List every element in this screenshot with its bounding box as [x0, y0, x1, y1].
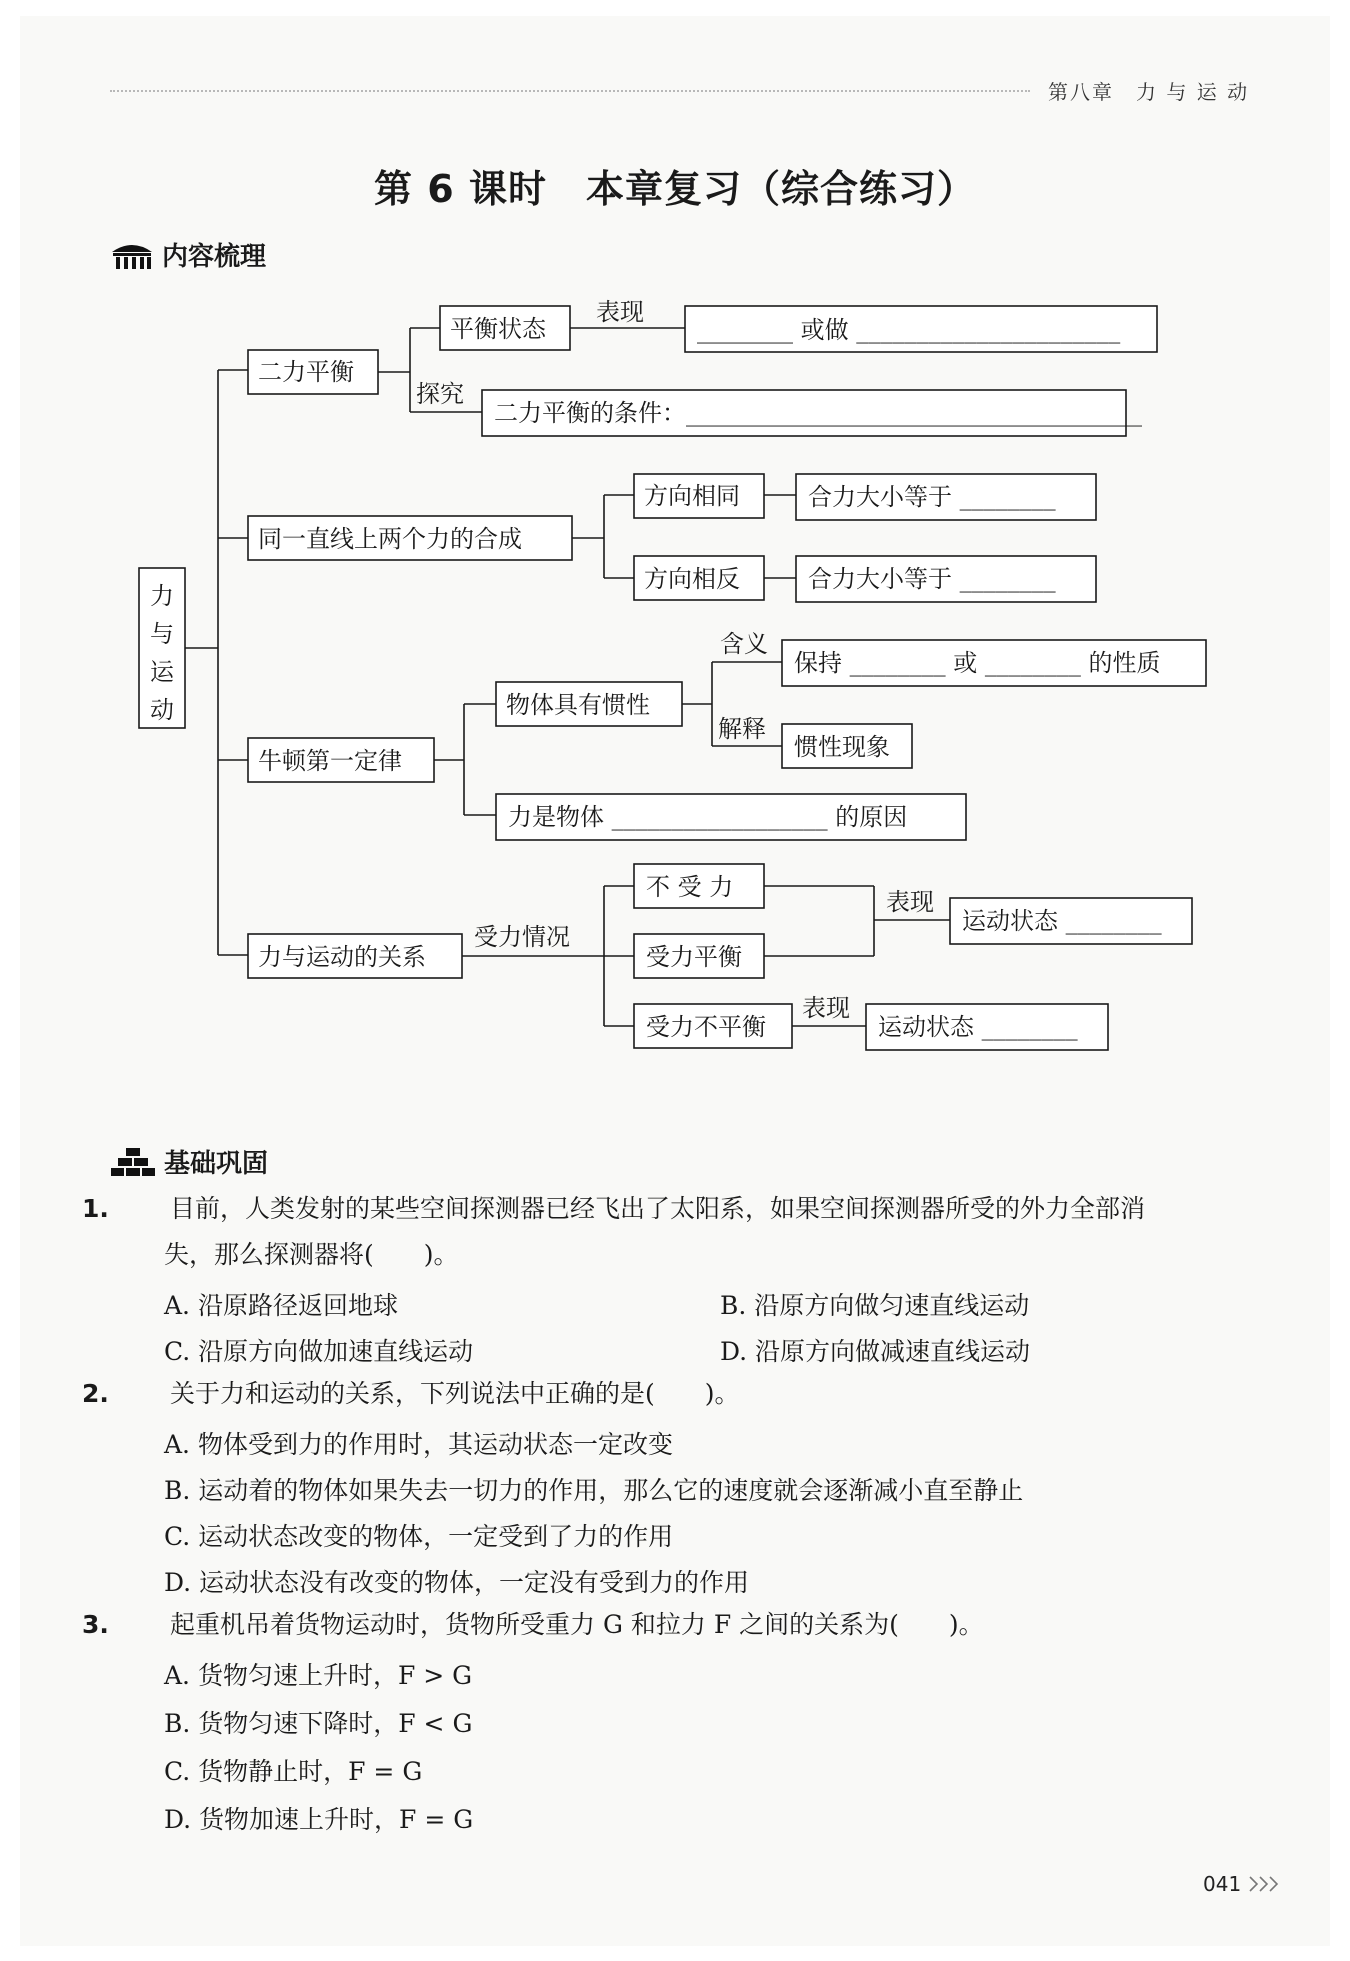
- question-number: 3.: [82, 1610, 109, 1639]
- question-number: 1.: [82, 1194, 109, 1223]
- option-2a[interactable]: A. 物体受到力的作用时，其运动状态一定改变: [164, 1430, 673, 1459]
- option-2b[interactable]: B. 运动着的物体如果失去一切力的作用，那么它的速度就会逐渐减小直至静止: [164, 1476, 1024, 1505]
- question-3: [82, 1602, 1240, 1648]
- node-inertia: 物体具有惯性: [506, 691, 650, 719]
- svg-text:运: 运: [150, 658, 174, 686]
- section-basics: [110, 1143, 268, 1180]
- chevrons-right-icon: [1248, 1874, 1282, 1894]
- node-balanced-force: 受力平衡: [646, 943, 742, 971]
- option-3a[interactable]: A. 货物匀速上升时，F > G: [164, 1661, 473, 1690]
- edge-label-explore: 探究: [416, 380, 464, 408]
- question-stem: 起重机吊着货物运动时，货物所受重力 G 和拉力 F 之间的关系为( )。: [170, 1610, 984, 1639]
- question-number: 2.: [82, 1379, 109, 1408]
- option-3c[interactable]: C. 货物静止时，F = G: [164, 1757, 423, 1786]
- option-1a[interactable]: A. 沿原路径返回地球: [164, 1291, 398, 1320]
- question-2: [82, 1371, 1240, 1417]
- edge-label-expression-2: 表现: [886, 888, 934, 916]
- edge-label-expression: 表现: [596, 298, 644, 326]
- blank-same-direction: 合力大小等于 ________: [808, 483, 1056, 511]
- section-title: 内容梳理: [162, 242, 267, 272]
- svg-text:与: 与: [150, 620, 174, 648]
- blank-opposite-direction: 合力大小等于 ________: [808, 565, 1056, 593]
- question-1: [82, 1186, 1240, 1278]
- option-1c[interactable]: C. 沿原方向做加速直线运动: [164, 1337, 474, 1366]
- chapter-header: 第八章 力 与 运 动: [1048, 80, 1250, 104]
- node-two-force-balance: 二力平衡: [258, 358, 354, 386]
- option-3d[interactable]: D. 货物加速上升时，F = G: [164, 1805, 474, 1834]
- node-same-direction: 方向相同: [644, 482, 740, 510]
- edge-label-force-situation: 受力情况: [474, 923, 570, 951]
- option-2c[interactable]: C. 运动状态改变的物体，一定受到了力的作用: [164, 1522, 674, 1551]
- page-number: 041: [1203, 1872, 1242, 1896]
- blank-balance-state: ________ 或做 ______________________: [697, 316, 1121, 344]
- node-force-composition: 同一直线上两个力的合成: [258, 525, 522, 553]
- question-stem: 关于力和运动的关系，下列说法中正确的是( )。: [170, 1379, 740, 1408]
- bricks-icon: [110, 1147, 156, 1177]
- edge-label-explain: 解释: [718, 715, 766, 743]
- blank-balance-condition: 二力平衡的条件：______________________________________: [494, 399, 1142, 427]
- section-title: 基础巩固: [164, 1149, 269, 1179]
- node-no-force: 不 受 力: [646, 873, 734, 901]
- edge-label-meaning: 含义: [720, 630, 768, 658]
- node-unbalanced-force: 受力不平衡: [646, 1013, 766, 1041]
- node-balance-state: 平衡状态: [450, 315, 546, 343]
- blank-motion-state-1: 运动状态 ________: [962, 907, 1162, 935]
- svg-text:动: 动: [150, 696, 174, 724]
- question-stem: 目前，人类发射的某些空间探测器已经飞出了太阳系，如果空间探测器所受的外力全部消: [170, 1194, 1146, 1223]
- node-force-motion-relation: 力与运动的关系: [258, 943, 426, 971]
- blank-force-cause: 力是物体 __________________ 的原因: [508, 803, 908, 831]
- svg-text:力: 力: [150, 582, 174, 610]
- node-opposite-direction: 方向相反: [644, 565, 740, 593]
- node-inertia-phenomenon: 惯性现象: [794, 733, 890, 761]
- option-1d[interactable]: D. 沿原方向做减速直线运动: [720, 1337, 1031, 1366]
- option-3b[interactable]: B. 货物匀速下降时，F < G: [164, 1709, 473, 1738]
- node-newton-first-law: 牛顿第一定律: [258, 747, 402, 775]
- blank-inertia-meaning: 保持 ________ 或 ________ 的性质: [794, 649, 1161, 677]
- option-2d[interactable]: D. 运动状态没有改变的物体，一定没有受到力的作用: [164, 1568, 750, 1597]
- blank-motion-state-2: 运动状态 ________: [878, 1013, 1078, 1041]
- option-1b[interactable]: B. 沿原方向做匀速直线运动: [720, 1291, 1030, 1320]
- page-title: 第 6 课时 本章复习（综合练习）: [374, 167, 976, 211]
- question-stem-cont: 失，那么探测器将( )。: [164, 1240, 459, 1269]
- edge-label-expression-3: 表现: [802, 994, 850, 1022]
